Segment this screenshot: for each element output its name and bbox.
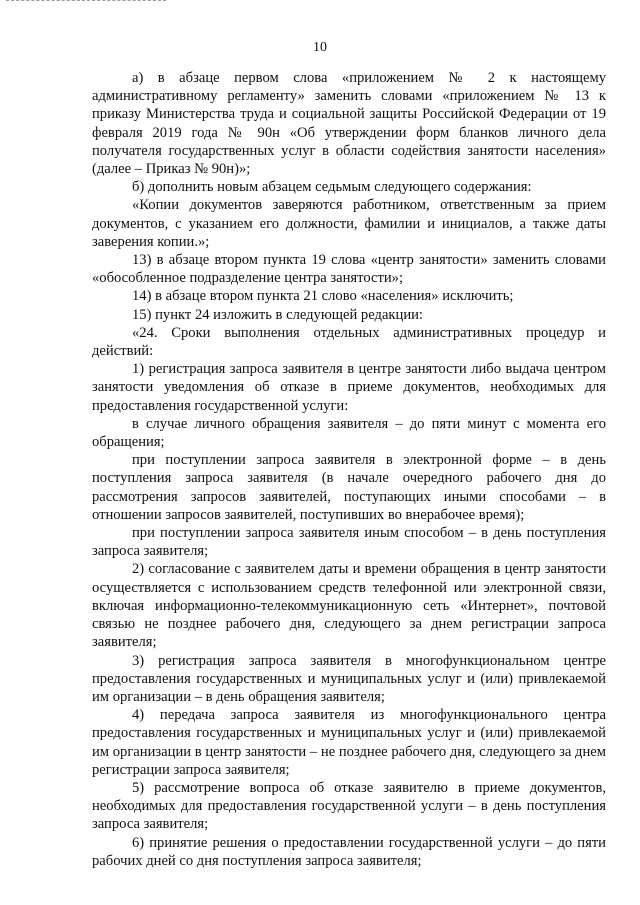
- paragraph: а) в абзаце первом слова «приложением № 2 к настоящему административному регламенту» заменить словами «приложением № 13 к приказу Министерства труда и социальной защиты Российской Федерации от 19 февраля 2019 года № 90н «Об утверждении форм бланков личного дела получателя государственных услуг в области содействия занятости населения» (далее – Приказ № 90н)»;: [92, 70, 606, 178]
- paragraph: 6) принятие решения о предоставлении государственной услуги – до пяти рабочих дней со дня поступления запроса заявителя;: [92, 834, 606, 869]
- scan-edge-line: [6, 0, 166, 1]
- paragraph: б) дополнить новым абзацем седьмым следующего содержания:: [132, 179, 532, 196]
- paragraph: 4) передача запроса заявителя из многофункционального центра предоставления государственных и муниципальных услуг и (или) привлекаемой им организации в центр занятости – не позднее рабочего дня, следующего за днем регистрации запроса заявителя;: [92, 707, 606, 778]
- paragraph: 3) регистрация запроса заявителя в многофункциональном центре предоставления государственных и муниципальных услуг и (или) привлекаемой им организации – в день обращения заявителя;: [92, 652, 606, 705]
- paragraph: при поступлении запроса заявителя в электронной форме – в день поступления запроса заявителя (в начале очередного рабочего дня до рассмотрения запросов заявителей, поступающих иными способами – в отношении запросов заявителей, поступивших во внерабочее время);: [92, 452, 606, 523]
- paragraph: 5) рассмотрение вопроса об отказе заявителю в приеме документов, необходимых для предоставления государственной услуги – в день поступления запроса заявителя;: [92, 779, 606, 833]
- paragraph: 15) пункт 24 изложить в следующей редакции:: [132, 306, 423, 323]
- document-body: [92, 69, 606, 870]
- paragraph: «24. Сроки выполнения отдельных административных процедур и действий:: [92, 324, 606, 360]
- page-number: 10: [313, 40, 327, 55]
- paragraph: при поступлении запроса заявителя иным способом – в день поступления запроса заявителя;: [92, 525, 606, 560]
- paragraph: 2) согласование с заявителем даты и времени обращения в центр занятости осуществляется с использованием средств телефонной или электронной связи, включая информационно-телекоммуникационную сеть «Интернет», почтовой связью не позднее рабочего дня, следующего за днем регистрации запроса заявителя;: [92, 561, 606, 651]
- paragraph: 1) регистрация запроса заявителя в центре занятости либо выдача центром занятости уведомления об отказе в приеме документов, необходимых для предоставления государственной услуги:: [92, 361, 606, 414]
- paragraph: 14) в абзаце втором пункта 21 слово «населения» исключить;: [132, 288, 514, 305]
- paragraph: 13) в абзаце втором пункта 19 слова «центр занятости» заменить словами «обособленное подразделение центра занятости»;: [92, 252, 606, 287]
- paragraph: в случае личного обращения заявителя – до пяти минут с момента его обращения;: [92, 415, 606, 451]
- paragraph: «Копии документов заверяются работником, ответственным за прием документов, с указанием его должности, фамилии и инициалов, а также даты заверения копии.»;: [92, 197, 606, 250]
